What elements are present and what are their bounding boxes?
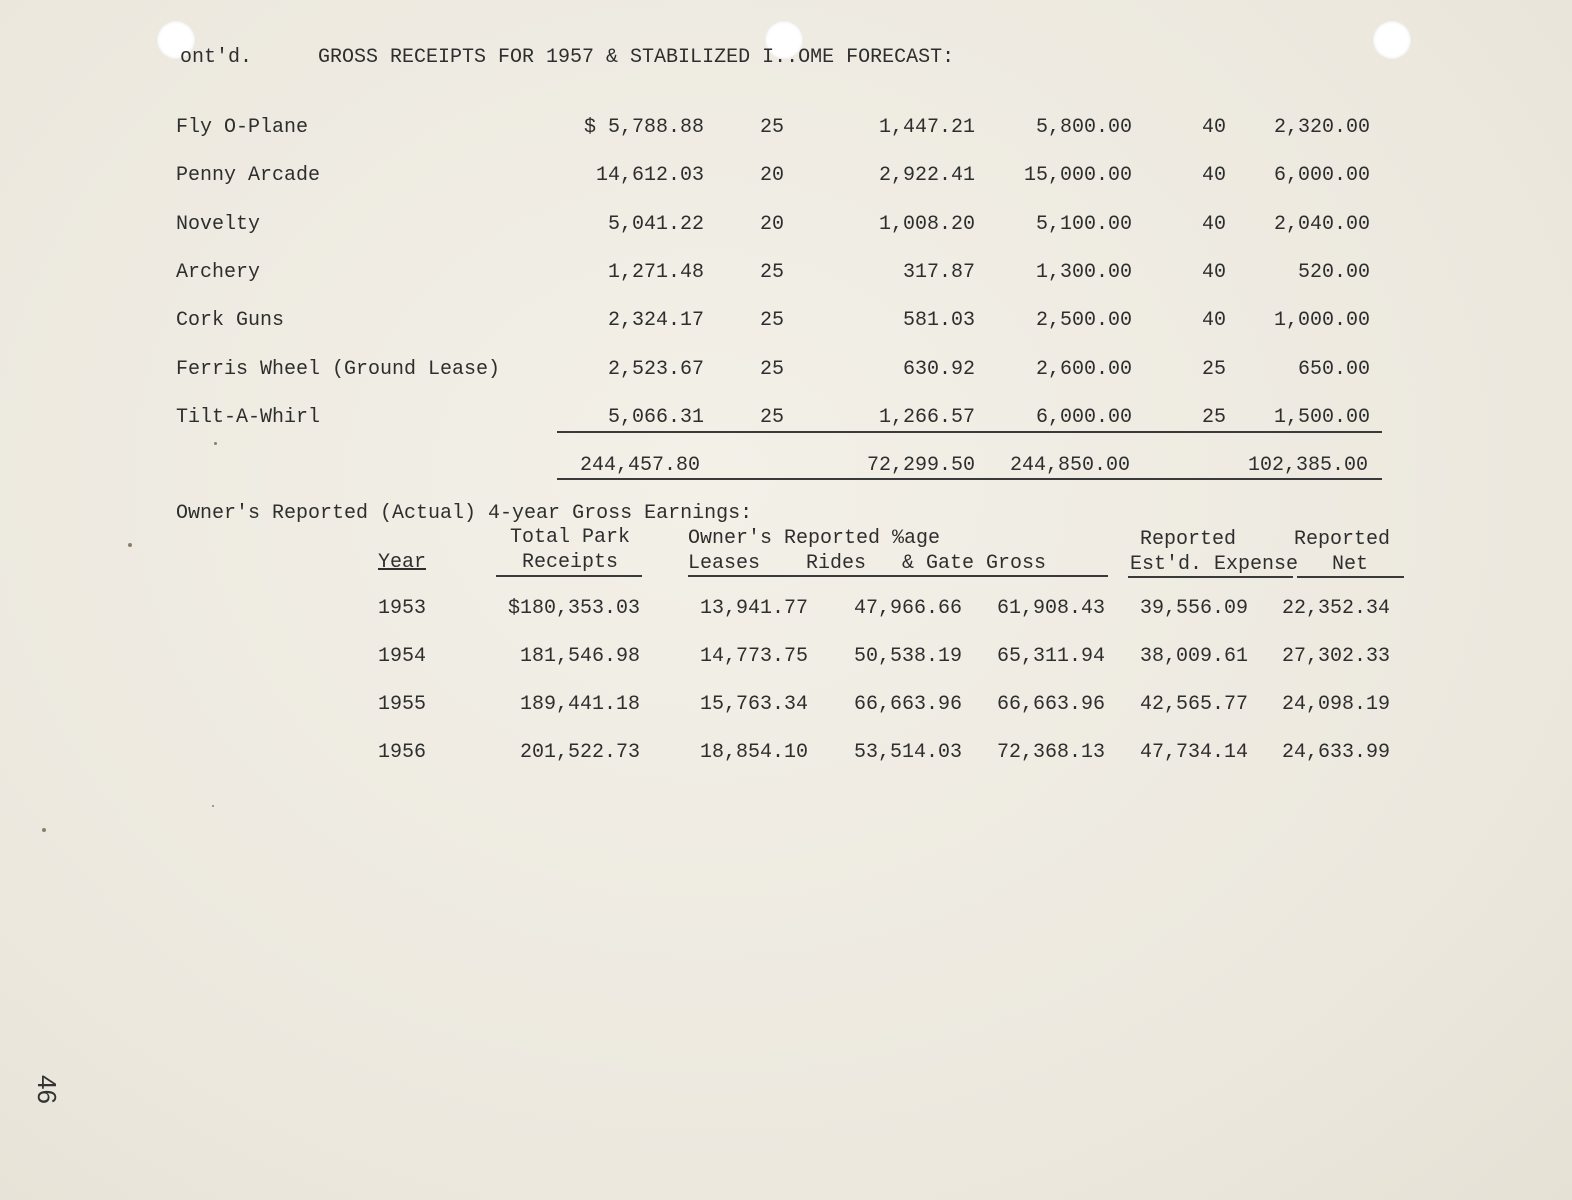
item-name: Archery xyxy=(176,260,261,284)
earnings-rides: 66,663.96 xyxy=(853,693,962,716)
earnings-total: $180,353.03 xyxy=(507,597,640,620)
item-forecast: 5,100.00 xyxy=(1035,212,1132,236)
earnings-total: 181,546.98 xyxy=(519,645,640,668)
header-expense-bottom: Est'd. Expense xyxy=(1130,553,1299,576)
earnings-gross: 72,368.13 xyxy=(996,741,1105,764)
earnings-year: 1954 xyxy=(378,645,427,668)
earnings-gross: 66,663.96 xyxy=(996,693,1105,716)
earnings-expense: 39,556.09 xyxy=(1139,597,1248,620)
earnings-net: 22,352.34 xyxy=(1281,597,1390,620)
item-gross: 14,612.03 xyxy=(595,164,704,188)
item-gross: 1,271.48 xyxy=(607,260,704,284)
contd-label: ont'd. xyxy=(180,46,253,69)
header-gate-gross: & Gate Gross xyxy=(902,552,1047,575)
item-forecast-income: 2,320.00 xyxy=(1273,116,1370,139)
item-name: Penny Arcade xyxy=(176,164,321,188)
earnings-title: Owner's Reported (Actual) 4-year Gross Earnings: xyxy=(176,502,753,525)
item-forecast-income: 1,000.00 xyxy=(1273,309,1370,333)
earnings-expense: 42,565.77 xyxy=(1139,693,1248,716)
earnings-year: 1955 xyxy=(378,693,427,716)
earnings-leases: 18,854.10 xyxy=(699,741,808,764)
earnings-expense: 47,734.14 xyxy=(1139,741,1248,764)
earnings-leases: 15,763.34 xyxy=(699,693,808,716)
item-percent: 25 xyxy=(759,309,784,333)
item-income: 1,447.21 xyxy=(878,116,975,139)
item-forecast-income: 1,500.00 xyxy=(1273,405,1370,429)
item-forecast: 2,600.00 xyxy=(1035,357,1132,381)
item-forecast: 1,300.00 xyxy=(1035,260,1132,284)
item-gross: 2,324.17 xyxy=(607,309,704,333)
header-net-top: Reported xyxy=(1293,528,1390,551)
item-forecast-income: 6,000.00 xyxy=(1273,164,1370,188)
item-percent: 25 xyxy=(759,405,784,429)
total-gross: 244,457.80 xyxy=(579,454,700,477)
item-forecast-income: 2,040.00 xyxy=(1273,212,1370,236)
item-forecast-income: 650.00 xyxy=(1297,357,1370,381)
header-total-bottom: Receipts xyxy=(521,551,618,574)
item-name: Cork Guns xyxy=(176,309,285,333)
total-income: 72,299.50 xyxy=(866,454,975,477)
earnings-gross: 61,908.43 xyxy=(996,597,1105,620)
total-rule xyxy=(557,478,1382,480)
total-forecast-income: 102,385.00 xyxy=(1247,454,1368,477)
earnings-leases: 13,941.77 xyxy=(699,597,808,620)
earnings-net: 24,633.99 xyxy=(1281,741,1390,764)
item-name: Ferris Wheel (Ground Lease) xyxy=(176,357,501,381)
page-title: GROSS RECEIPTS FOR 1957 & STABILIZED I..OME FORECAST: xyxy=(318,46,955,69)
item-forecast-percent: 25 xyxy=(1201,357,1226,381)
header-rides: Rides xyxy=(806,552,867,575)
item-income: 581.03 xyxy=(902,309,975,333)
total-forecast: 244,850.00 xyxy=(1009,454,1130,477)
item-income: 630.92 xyxy=(902,357,975,381)
item-forecast-income: 520.00 xyxy=(1297,260,1370,284)
earnings-year: 1956 xyxy=(378,741,427,764)
item-forecast-percent: 40 xyxy=(1201,309,1226,333)
item-gross: 2,523.67 xyxy=(607,357,704,381)
item-forecast-percent: 40 xyxy=(1201,164,1226,188)
earnings-leases: 14,773.75 xyxy=(699,645,808,668)
item-income: 1,266.57 xyxy=(878,405,975,429)
header-total-top: Total Park xyxy=(509,526,631,549)
earnings-total: 189,441.18 xyxy=(519,693,640,716)
paper-speck xyxy=(212,805,214,807)
paper-speck xyxy=(128,543,132,547)
paper-speck xyxy=(42,828,46,832)
earnings-rides: 47,966.66 xyxy=(853,597,962,620)
item-forecast-percent: 25 xyxy=(1201,405,1226,429)
item-income: 2,922.41 xyxy=(878,164,975,188)
earnings-total: 201,522.73 xyxy=(519,741,640,764)
header-net-bottom: Net xyxy=(1331,553,1368,576)
item-percent: 25 xyxy=(759,357,784,381)
header-leases: Leases xyxy=(688,552,761,575)
item-forecast-percent: 40 xyxy=(1201,116,1226,139)
item-percent: 20 xyxy=(759,164,784,188)
earnings-expense: 38,009.61 xyxy=(1139,645,1248,668)
item-gross: 5,066.31 xyxy=(607,405,704,429)
earnings-year: 1953 xyxy=(378,597,427,620)
header-rule-net xyxy=(1297,576,1404,578)
header-expense-top: Reported xyxy=(1139,528,1236,551)
item-percent: 25 xyxy=(759,116,784,139)
header-rule-expense xyxy=(1128,576,1293,578)
item-forecast-percent: 40 xyxy=(1201,212,1226,236)
item-forecast-percent: 40 xyxy=(1201,260,1226,284)
earnings-net: 24,098.19 xyxy=(1281,693,1390,716)
item-income: 1,008.20 xyxy=(878,212,975,236)
earnings-rides: 53,514.03 xyxy=(853,741,962,764)
item-name: Fly O-Plane xyxy=(176,116,309,139)
punch-hole xyxy=(1373,21,1411,59)
header-rule-total xyxy=(496,575,642,577)
item-gross: $ 5,788.88 xyxy=(583,116,704,139)
header-rule-owners xyxy=(688,575,1108,577)
item-gross: 5,041.22 xyxy=(607,212,704,236)
header-owners-top: Owner's Reported %age xyxy=(688,527,941,550)
item-name: Tilt-A-Whirl xyxy=(176,405,321,429)
subtotal-rule xyxy=(557,431,1382,433)
item-forecast: 2,500.00 xyxy=(1035,309,1132,333)
paper-speck xyxy=(214,442,217,445)
item-percent: 20 xyxy=(759,212,784,236)
item-forecast: 6,000.00 xyxy=(1035,405,1132,429)
header-year: Year xyxy=(378,551,427,574)
page-number: 46 xyxy=(32,1075,62,1104)
item-income: 317.87 xyxy=(902,260,975,284)
earnings-gross: 65,311.94 xyxy=(996,645,1105,668)
item-name: Novelty xyxy=(176,212,261,236)
earnings-rides: 50,538.19 xyxy=(853,645,962,668)
item-forecast: 15,000.00 xyxy=(1023,164,1132,188)
item-percent: 25 xyxy=(759,260,784,284)
item-forecast: 5,800.00 xyxy=(1035,116,1132,139)
earnings-net: 27,302.33 xyxy=(1281,645,1390,668)
